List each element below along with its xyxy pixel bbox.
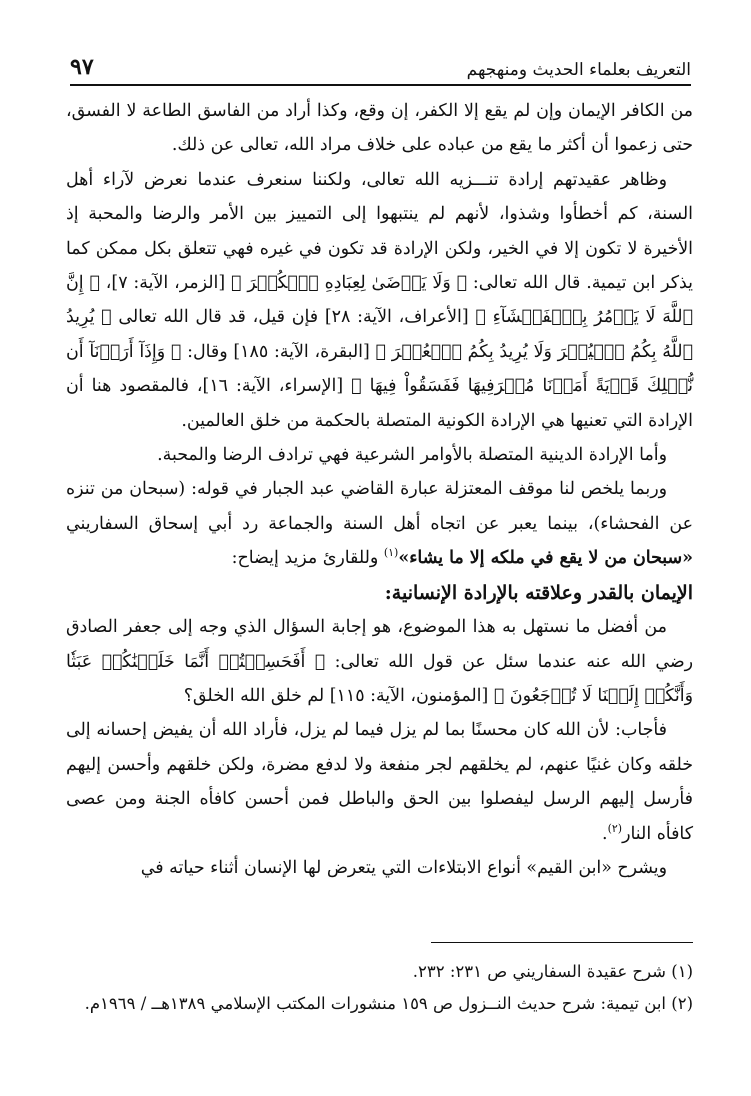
- page-number: ٩٧: [70, 54, 94, 80]
- paragraph-7: ويشرح «ابن القيم» أنواع الابتلاءات التي يتعرض لها الإنسان أثناء حياته في: [140, 857, 667, 878]
- footnote-ref-2: (٢): [607, 821, 623, 835]
- verse-citation-zumar: [الزمر، الآية: ٧]،: [99, 273, 231, 294]
- footnotes: [66, 956, 693, 1020]
- paragraph-6-text-c: .: [602, 823, 608, 844]
- footnote-divider: [431, 942, 693, 943]
- quran-verse-baqara: ﴿ يُرِيدُ ٱللَّهُ بِكُمُ ٱلۡيُسۡرَ وَلَا يُرِيدُ بِكُمُ ٱلۡعُسۡرَ ﴾: [66, 307, 694, 362]
- paragraph-2: [66, 163, 693, 438]
- footnote-2: (٢) ابن تيمية: شرح حديث النــزول ص ١٥٩ منشورات المكتب الإسلامي ١٣٨٩هــ / ١٩٦٩م.: [84, 994, 693, 1013]
- quran-verse-araf: ﴿ إِنَّ ٱللَّهَ لَا يَأۡمُرُ بِٱلۡفَحۡشَآءِ ﴾: [66, 273, 694, 328]
- paragraph-3: وأما الإرادة الدينية المتصلة بالأوامر الشرعية فهي ترادف الرضا والمحبة.: [157, 445, 667, 466]
- paragraph-2-text-e: [الأعراف، الآية: ٢٨] فإن قيل، قد قال الله تعالى: [111, 307, 476, 328]
- paragraph-5-text-a: من أفضل ما نستهل به هذا الموضوع، هو إجابة السؤال الذي وجه إلى جعفر الصادق رضي الله عنه عندما سئل عن قول الله تعالى:: [66, 617, 693, 672]
- quran-verse-zumar: ﴿ وَلَا يَرۡضَىٰ لِعِبَادِهِ ٱلۡكُفۡرَ ﴾: [231, 273, 468, 294]
- paragraph-4-text-a: وربما يلخص لنا موقف المعتزلة عبارة القاضي عبد الجبار في قوله: (سبحان من تنزه عن الفحشاء)، بينما يعبر عن اتجاه أهل السنة والجماعة رد أبي إسحاق السفاريني: [66, 479, 693, 534]
- quran-verse-isra: ﴿ وَإِذَآ أَرَدۡنَآ أَن نُّهۡلِكَ قَرۡيَةً أَمَرۡنَا مُتۡرَفِيهَا فَفَسَقُواْ فِيهَا ﴾: [66, 341, 694, 397]
- body-text: [66, 94, 693, 885]
- paragraph-2-text-i: [الإسراء، الآية: ١٦]، فالمقصود هنا أن الإرادة التي تعنيها هي الإرادة الكونية المتصلة بالحكمة من خلق العالمين.: [66, 376, 693, 431]
- section-heading: الإيمان بالقدر وعلاقته بالإرادة الإنسانية:: [384, 581, 693, 604]
- footnote-ref-1: (١): [383, 546, 399, 560]
- quran-verse-muminun: ﴿ أَفَحَسِبۡتُمۡ أَنَّمَا خَلَقۡنَٰكُمۡ عَبَثٗا وَأَنَّكُمۡ إِلَيۡنَا لَا تُرۡجَعُونَ ﴾: [66, 651, 693, 706]
- running-title: التعريف بعلماء الحديث ومنهجهم: [466, 60, 691, 80]
- paragraph-5: [66, 610, 693, 713]
- verse-citation-baqara: [البقرة، الآية: ١٨٥] وقال:: [181, 341, 376, 362]
- paragraph-5-text-c: [المؤمنون، الآية: ١١٥] لم خلق الله الخلق؟: [183, 685, 494, 706]
- footnote-1: (١) شرح عقيدة السفاريني ص ٢٣١: ٢٣٢.: [412, 962, 693, 981]
- paragraph-6-text-a: فأجاب: لأن الله كان محسنًا بما لم يزل فيما لم يزل، فأراد الله أن يفيض إحسانه إلى خلقه وكان غنيًا عنهم، لم يخلقهم لجر منفعة ولا لدفع مضرة، ولكن خلقهم وأحسن إليهم فأرسل إليهم الرسل ليفصلوا بين الحق والباطل فمن أحسن كافأه الجنة ومن عصى كافأه النار: [66, 720, 693, 844]
- paragraph-6: [66, 713, 693, 851]
- safarini-quote: «سبحان من لا يقع في ملكه إلا ما يشاء»: [398, 548, 693, 569]
- paragraph-2-text-a: وظاهر عقيدتهم إرادة تنـــزيه الله تعالى، ولكننا سنعرف عندما نعرض لآراء أهل السنة، كم أخطأوا وشذوا، لأنهم لم ينتبهوا إلى التمييز بين الأمر والرضا والمحبة إذ الأخيرة لا تكون إلا في الخير، ولكن الإرادة قد تكون في غيره فهي تتعلق بكل ممكن كما يذكر ابن تيمية. قال الله تعالى:: [66, 169, 693, 294]
- paragraph-1: من الكافر الإيمان وإن لم يقع إلا الكفر، إن وقع، وكذا أراد من الفاسق الطاعة لا الفسق، حتى زعموا أن أكثر ما يقع من عباده على خلاف مراد الله، تعالى عن ذلك.: [66, 101, 693, 156]
- page-header: [70, 50, 691, 80]
- header-divider: [70, 84, 691, 86]
- paragraph-4: [66, 472, 693, 575]
- paragraph-4-text-d: وللقارئ مزيد إيضاح:: [231, 548, 384, 569]
